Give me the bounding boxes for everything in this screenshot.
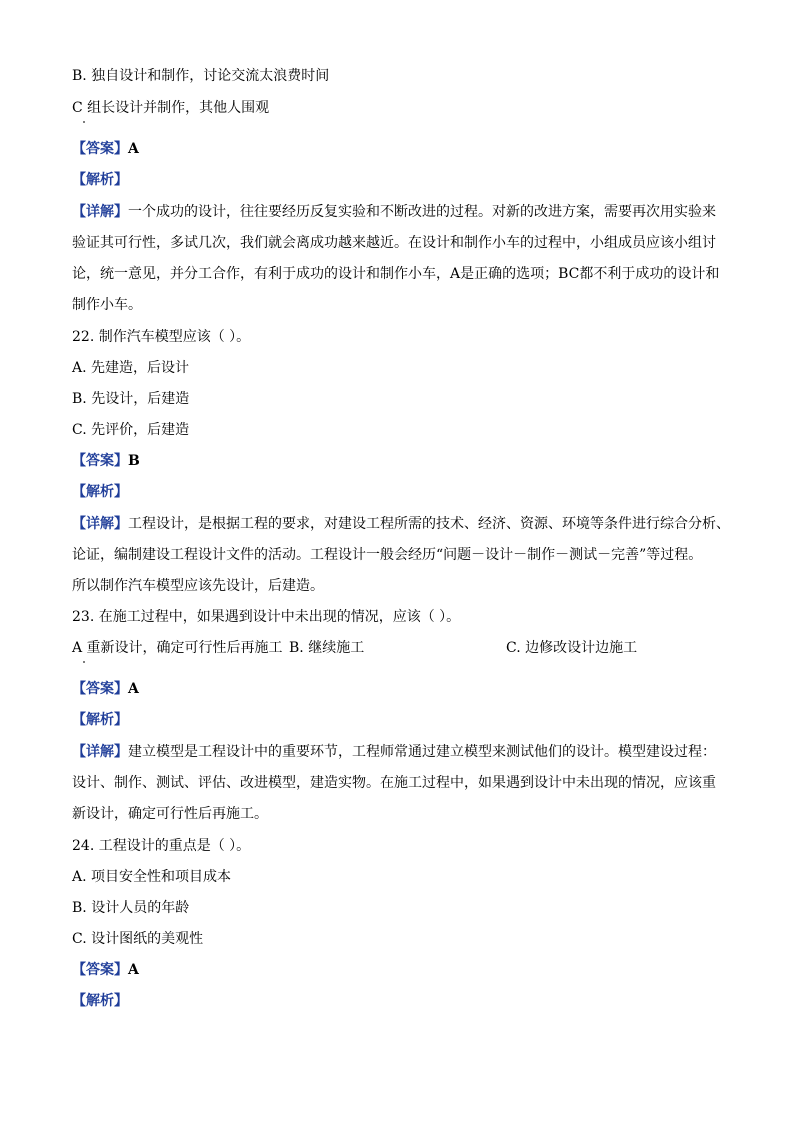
q23-analysis-tag	[72, 710, 128, 730]
q24-analysis-tag	[72, 991, 128, 1011]
q24-answer	[72, 960, 139, 980]
q24-question: 24. 工程设计的重点是（ ）。	[72, 838, 251, 854]
q21-detail-line-3: 论，统一意见，并分工合作，有利于成功的设计和制作小车，A是正确的选项；BC都不利于成功的设计和	[72, 266, 720, 282]
q21-option-c: C 组长设计并制作，其他人围观	[72, 100, 270, 116]
q22-detail-line-3: 所以制作汽车模型应该先设计，后建造。	[72, 578, 324, 594]
answer-value: A	[128, 962, 139, 978]
q23-answer	[72, 679, 139, 699]
answer-tag: 【答案】	[72, 141, 128, 157]
q22-answer	[72, 451, 140, 471]
detail-text: 工程设计，是根据工程的要求，对建设工程所需的技术、经济、资源、环境等条件进行综合分析、	[128, 516, 730, 532]
q22-question: 22. 制作汽车模型应该（ ）。	[72, 329, 251, 345]
q22-detail-line-1	[72, 514, 730, 534]
q22-detail-line-2: 论证，编制建设工程设计文件的活动。工程设计一般会经历“问题－设计－制作－测试－完善”等过程。	[72, 547, 703, 563]
q23-option-c: C. 边修改设计边施工	[506, 640, 638, 656]
q23-detail-line-2: 设计、制作、测试、评估、改进模型，建造实物。在施工过程中，如果遇到设计中未出现的情况，应该重	[72, 775, 716, 791]
answer-tag: 【答案】	[72, 962, 128, 978]
answer-value: A	[128, 681, 139, 697]
q23-option-b: B. 继续施工	[289, 640, 365, 656]
q24-option-c: C. 设计图纸的美观性	[72, 931, 204, 947]
analysis-tag: 【解析】	[72, 484, 128, 500]
stray-dot	[83, 121, 85, 123]
q24-option-a: A. 项目安全性和项目成本	[72, 869, 232, 885]
q22-option-a: A. 先建造，后设计	[72, 360, 190, 376]
answer-tag: 【答案】	[72, 681, 128, 697]
analysis-tag: 【解析】	[72, 993, 128, 1009]
detail-tag: 【详解】	[72, 516, 128, 532]
analysis-tag: 【解析】	[72, 172, 128, 188]
q23-option-a: A 重新设计，确定可行性后再施工	[72, 640, 283, 656]
detail-tag: 【详解】	[72, 204, 128, 220]
answer-value: A	[128, 141, 139, 157]
q23-detail-line-3: 新设计，确定可行性后再施工。	[72, 806, 268, 822]
stray-dot	[83, 661, 85, 663]
q24-option-b: B. 设计人员的年龄	[72, 900, 190, 916]
answer-tag: 【答案】	[72, 453, 128, 469]
q23-detail-line-1	[72, 742, 716, 762]
q21-option-b: B. 独自设计和制作，讨论交流太浪费时间	[72, 68, 330, 84]
q21-analysis-tag	[72, 170, 128, 190]
q22-option-c: C. 先评价，后建造	[72, 422, 190, 438]
q23-question: 23. 在施工过程中，如果遇到设计中未出现的情况，应该（ ）。	[72, 609, 461, 625]
detail-tag: 【详解】	[72, 744, 128, 760]
q21-detail-line-1	[72, 202, 716, 222]
analysis-tag: 【解析】	[72, 712, 128, 728]
answer-value: B	[128, 453, 140, 469]
detail-text: 建立模型是工程设计中的重要环节，工程师常通过建立模型来测试他们的设计。模型建设过程：	[128, 744, 716, 760]
detail-text: 一个成功的设计，往往要经历反复实验和不断改进的过程。对新的改进方案，需要再次用实验来	[128, 204, 716, 220]
q21-detail-line-4: 制作小车。	[72, 297, 142, 313]
q21-detail-line-2: 验证其可行性，多试几次，我们就会离成功越来越近。在设计和制作小车的过程中，小组成员应该小组讨	[72, 235, 716, 251]
q22-option-b: B. 先设计，后建造	[72, 391, 190, 407]
q22-analysis-tag	[72, 482, 128, 502]
q21-answer	[72, 139, 139, 159]
